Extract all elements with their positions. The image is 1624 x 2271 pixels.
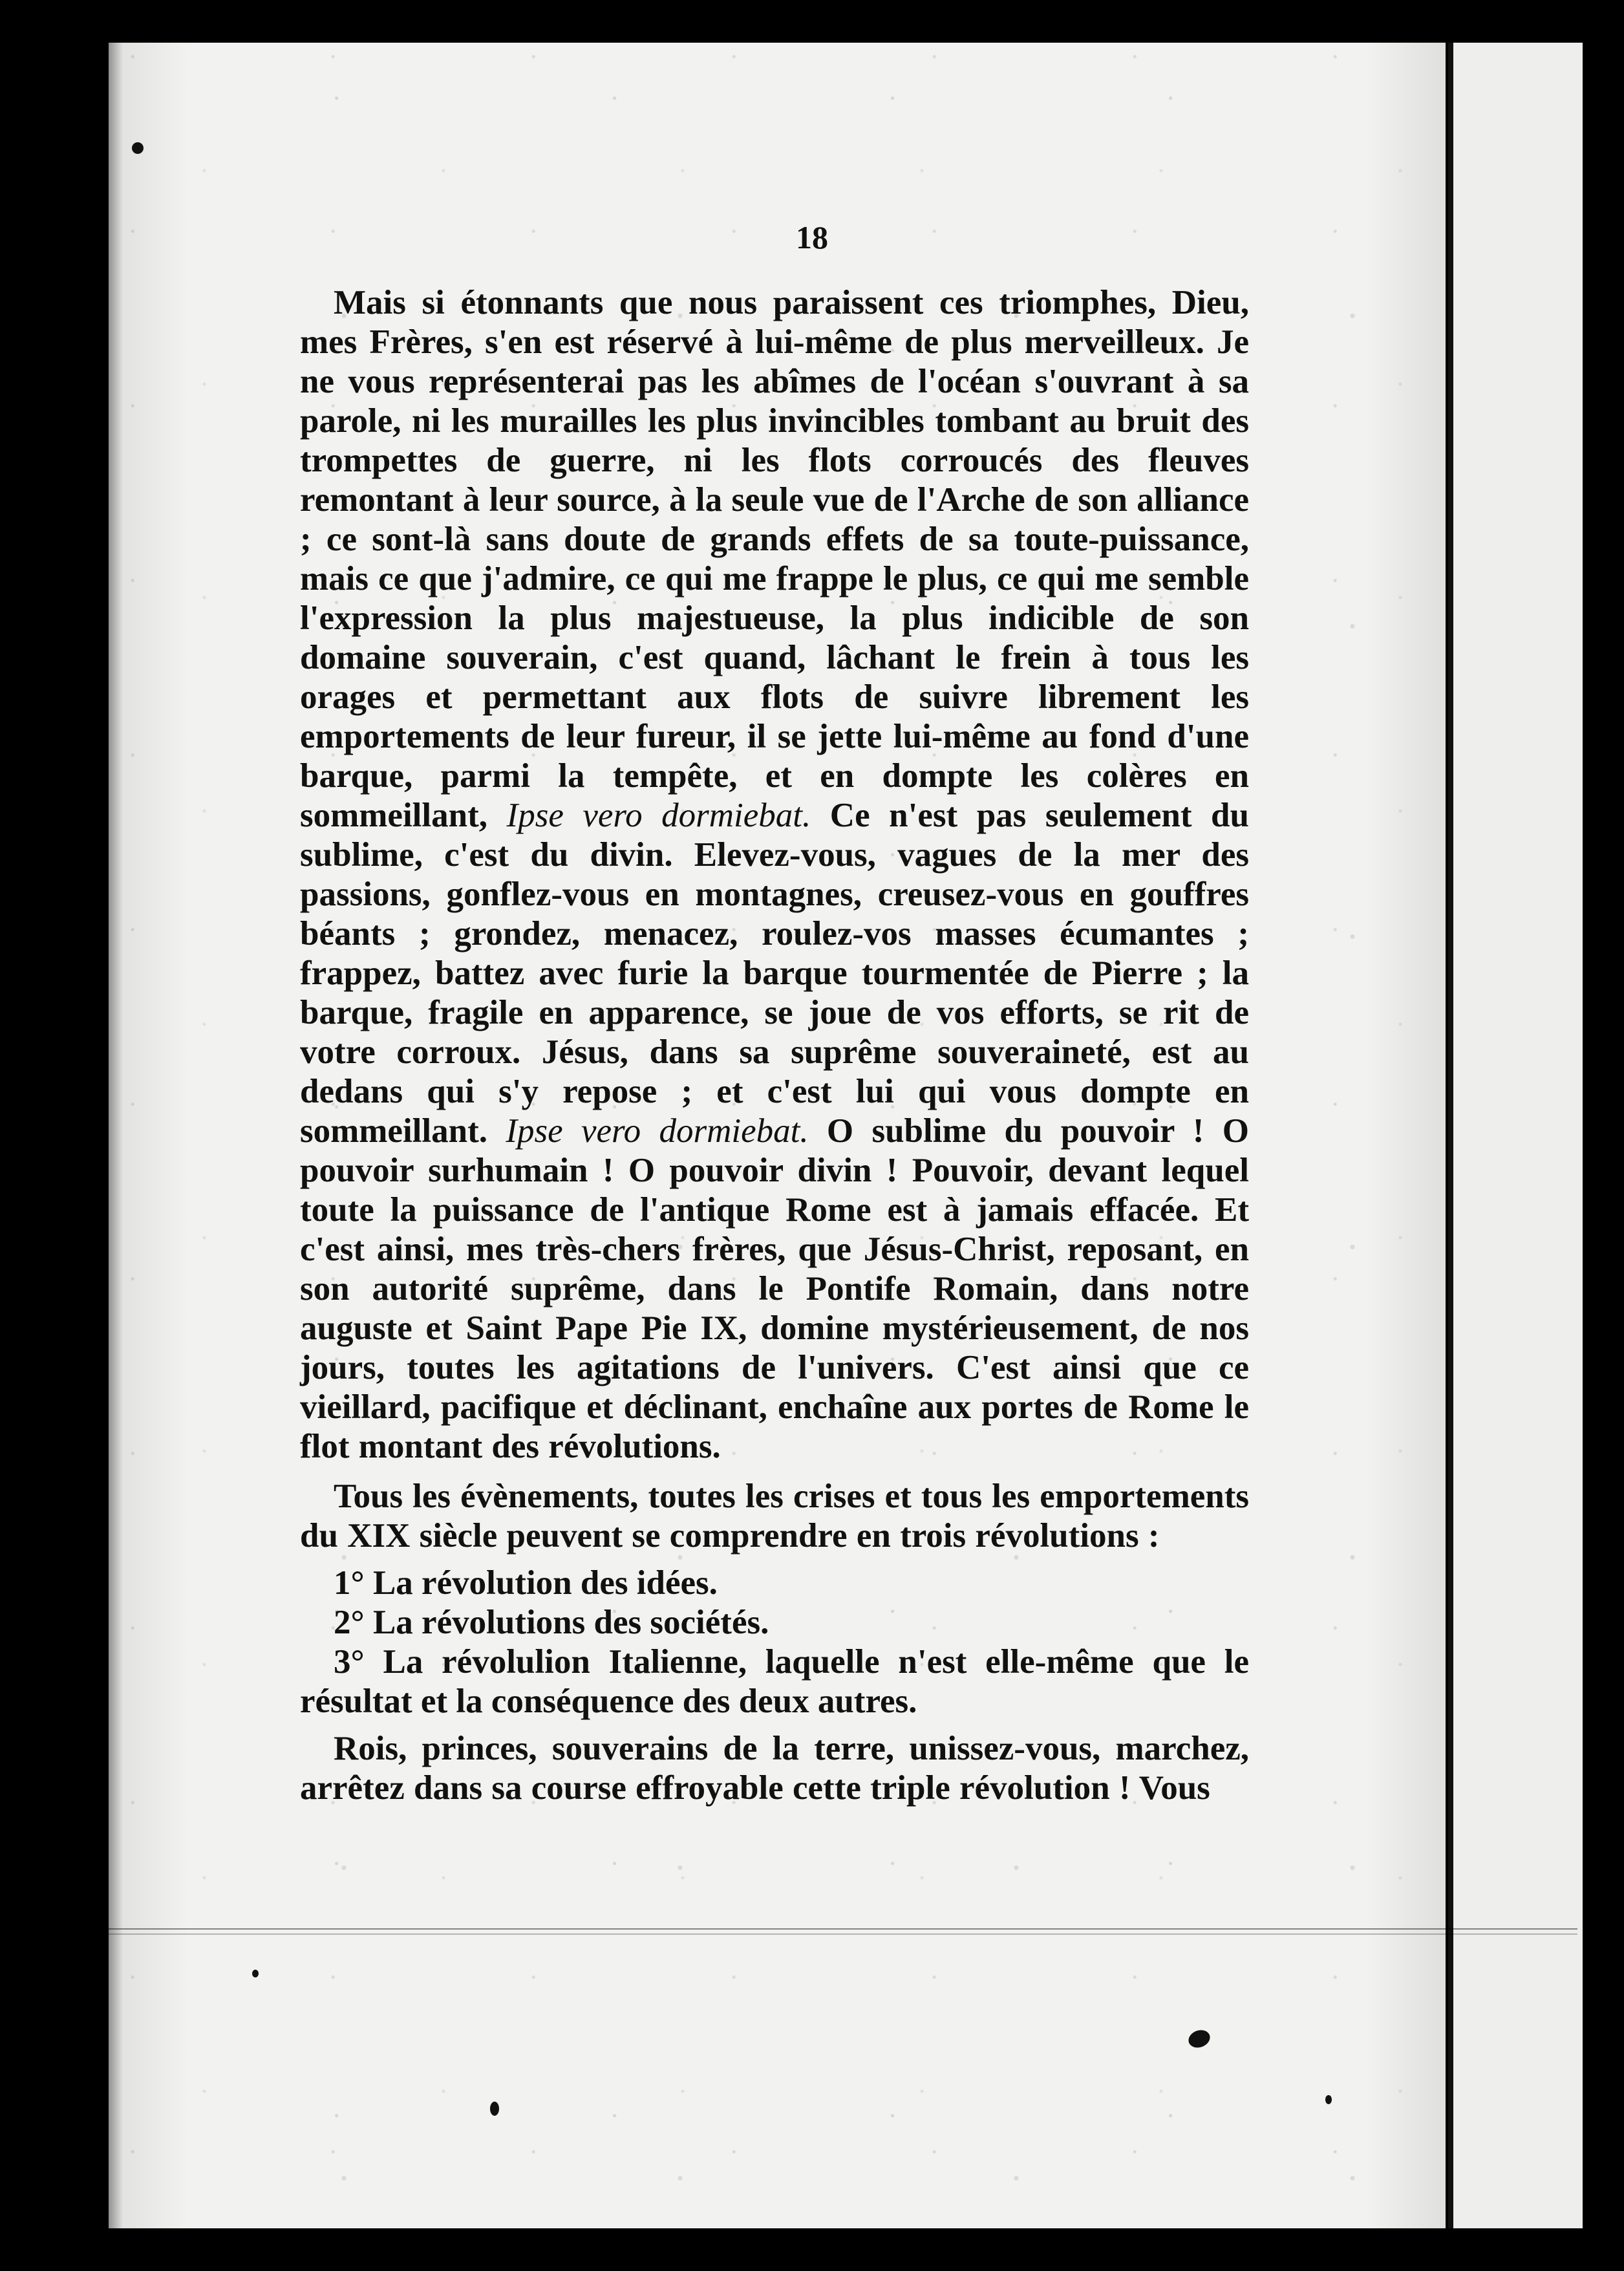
page-number: 18 [796,219,828,255]
list-item: 2° La révolutions des sociétés. [334,1604,769,1641]
paragraph-2 [300,1477,1249,1556]
fold-line [109,1928,1577,1930]
list-item: 3° La révolulion Italienne, laquelle n'est elle-même que le résultat et la conséquence des deux autres. [300,1643,1249,1720]
latin-quote: Ipse vero dormiebat. [506,1112,809,1150]
paragraph-text: Ce n'est pas seulement du sublime, c'est du divin. Elevez-vous, vagues de la mer des passions, gonflez-vous en montagnes, creusez-vous en gouffres béants ; grondez, menacez, roulez-vos masses écumantes ; frappez, battez avec furie la barque tourmentée de Pierre ; la barque, fragile en apparence, se joue de vos efforts, se rit de votre corroux. Jésus, dans sa suprême souveraineté, est au dedans qui s'y repose ; et c'est lui qui vous dompte en sommeillant. [300,797,1249,1150]
adjacent-page-edge [1448,43,1583,2228]
revolutions-list [300,1564,1249,1721]
list-item: 1° La révolution des idées. [334,1564,718,1602]
paragraph-text: O sublime du pouvoir ! O pouvoir surhumain ! O pouvoir divin ! Pouvoir, devant lequel toute la puissance de l'antique Rome est à jamais effacée. Et c'est ainsi, mes très-chers frères, que Jésus-Christ, reposant, en son autorité suprême, dans le Pontife Romain, dans notre auguste et Saint Pape Pie IX, domine mystérieusement, de nos jours, toutes les agitations de l'univers. C'est ainsi que ce vieillard, pacifique et déclinant, enchaîne aux portes de Rome le flot montant des révolutions. [300,1112,1249,1465]
body-text [300,283,1249,1808]
fold-line-shadow [109,1933,1577,1935]
paragraph-text: Tous les évènements, toutes les crises et tous les emportements du XIX siècle peuvent se comprendre en trois révolutions : [300,1478,1249,1555]
paragraph-1 [300,283,1249,1467]
scan-speck [1325,2095,1332,2104]
latin-quote: Ipse vero dormiebat. [506,797,811,834]
paragraph-text: Mais si étonnants que nous paraissent ces triomphes, Dieu, mes Frères, s'en est réservé à lui-même de plus merveilleux. Je ne vous représenterai pas les abîmes de l'océan s'ouvrant à sa parole, ni les murailles les plus invincibles tombant au bruit des trompettes de guerre, ni les flots corroucés des fleuves remontant à leur source, à la seule vue de l'Arche de son alliance ; ce sont-là sans doute de grands effets de sa toute-puissance, mais ce que j'admire, ce qui me frappe le plus, ce qui me semble l'expression la plus majestueuse, la plus indicible de son domaine souverain, c'est quand, lâchant le frein à tous les orages et permettant aux flots de suivre librement les emportements de leur fureur, il se jette lui-même au fond d'une barque, parmi la tempête, et en dompte les colères en sommeillant, [300,284,1249,834]
scan-speck [132,142,144,154]
final-paragraph: Rois, princes, souverains de la terre, unissez-vous, marchez, arrêtez dans sa course effroyable cette triple révolution ! Vous [300,1730,1249,1807]
scan-speck [490,2102,499,2116]
scan-speck [252,1970,259,1977]
page-shadow [109,43,123,2228]
paragraphs-container [300,283,1249,1556]
